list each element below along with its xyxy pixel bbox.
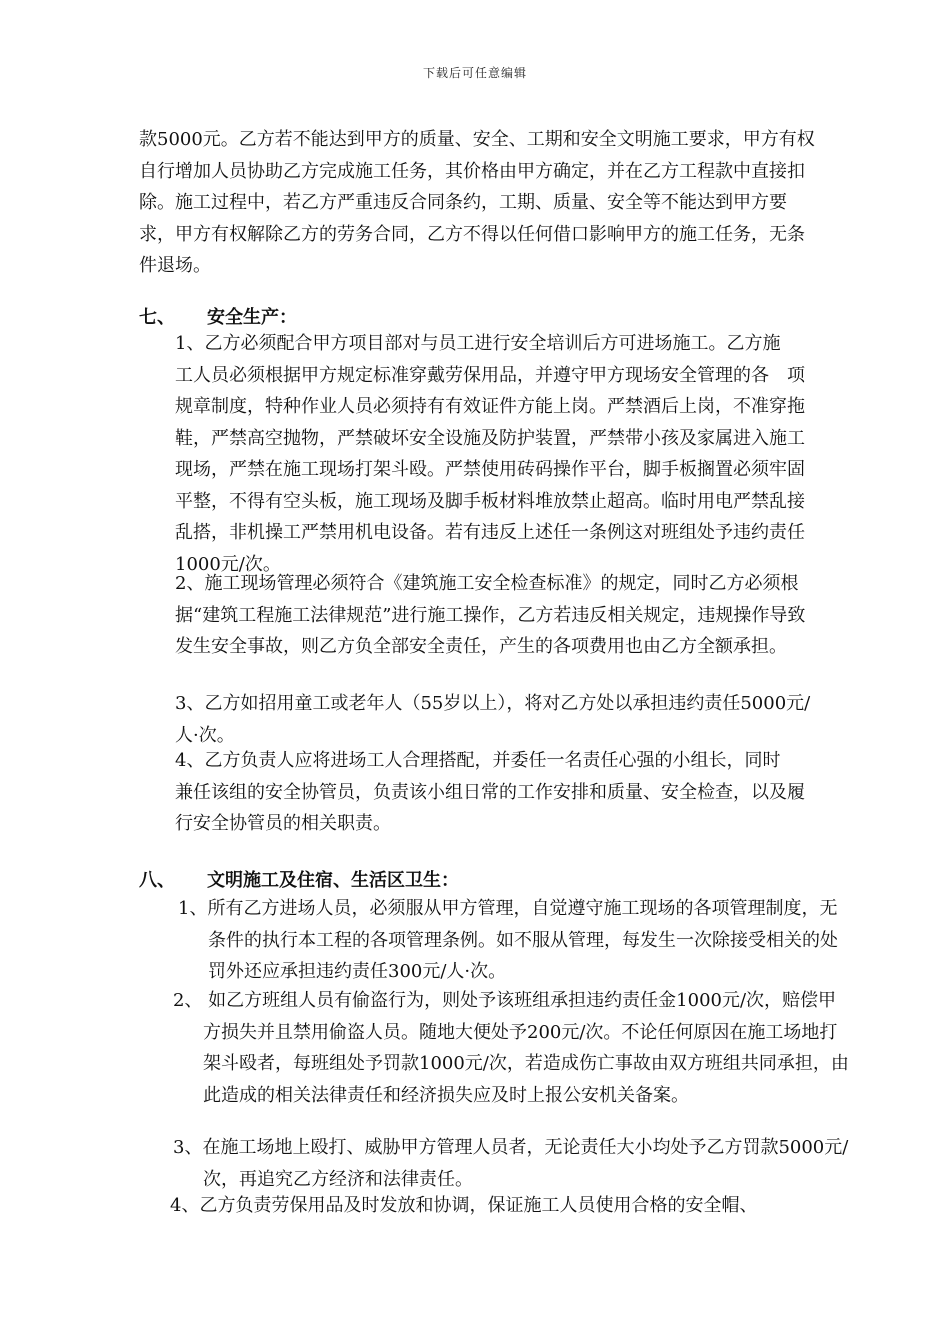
section-8-item-3: 3、在施工场地上殴打、威胁甲方管理人员者，无论责任大小均处予乙方罚款5000元/次，再追究乙方经济和法律责任。	[173, 1137, 849, 1190]
page-header: 下载后可任意编辑	[422, 66, 527, 80]
section-7-item-3: 3、乙方如招用童工或老年人（55岁以上），将对乙方处以承担违约责任5000元/人·次。	[175, 693, 811, 746]
section-7-item-2: 2、施工现场管理必须符合《建筑施工安全检查标准》的规定，同时乙方必须根据“建筑工程施工法律规范”进行施工操作，乙方若违反相关规定，违规操作导致发生安全事故，则乙方负全部安全责任，产生的各项费用也由乙方全额承担。	[175, 573, 806, 657]
section-7-number: 七、	[139, 307, 175, 328]
section-7-title: 安全生产：	[207, 307, 297, 328]
section-8-title: 文明施工及住宿、生活区卫生：	[207, 870, 459, 891]
section-8-item-4: 4、乙方负责劳保用品及时发放和协调，保证施工人员使用合格的安全帽、	[170, 1195, 758, 1216]
section-7-item-1: 1、乙方必须配合甲方项目部对与员工进行安全培训后方可进场施工。乙方施 工人员必须根据甲方规定标准穿戴劳保用品，并遵守甲方现场安全管理的各 项规章制度，特种作业人员必须持有有效证件方能上岗。严禁酒后上岗，不准穿拖鞋，严禁高空抛物，严禁破坏安全设施及防护装置，严禁带小孩及家属进入施工现场，严禁在施工现场打架斗殴。严禁使用砖码操作平台，脚手板搁置必须牢固平整，不得有空头板，施工现场及脚手板材料堆放禁止超高。临时用电严禁乱接乱搭，非机操工严禁用机电设备。若有违反上述任一条例这对班组处予违约责任1000元/次。	[175, 333, 835, 575]
section-7-item-4: 4、乙方负责人应将进场工人合理搭配，并委任一名责任心强的小组长，同时 兼任该组的安全协管员，负责该小组日常的工作安排和质量、安全检查，以及履行安全协管员的相关职责。	[175, 750, 817, 834]
section-8-item-2: 2、 如乙方班组人员有偷盗行为，则处予该班组承担违约责任金1000元/次，赔偿甲方损失并且禁用偷盗人员。随地大便处予200元/次。不论任何原因在施工场地打架斗殴者，每班组处予罚款1000元/次，若造成伤亡事故由双方班组共同承担，由此造成的相关法律责任和经济损失应及时上报公安机关备案。	[173, 990, 849, 1106]
intro-paragraph: 款5000元。乙方若不能达到甲方的质量、安全、工期和安全文明施工要求，甲方有权自行增加人员协助乙方完成施工任务，其价格由甲方确定，并在乙方工程款中直接扣除。施工过程中，若乙方严重违反合同条约，工期、质量、安全等不能达到甲方要求，甲方有权解除乙方的劳务合同，乙方不得以任何借口影响甲方的施工任务，无条件退场。	[139, 129, 815, 276]
section-8-heading	[139, 865, 739, 897]
section-8-item-1: 1、所有乙方进场人员，必须服从甲方管理，自觉遵守施工现场的各项管理制度，无条件的执行本工程的各项管理条例。如不服从管理，每发生一次除接受相关的处罚外还应承担违约责任300元/人·次。	[178, 898, 838, 982]
section-8-number: 八、	[139, 870, 175, 891]
